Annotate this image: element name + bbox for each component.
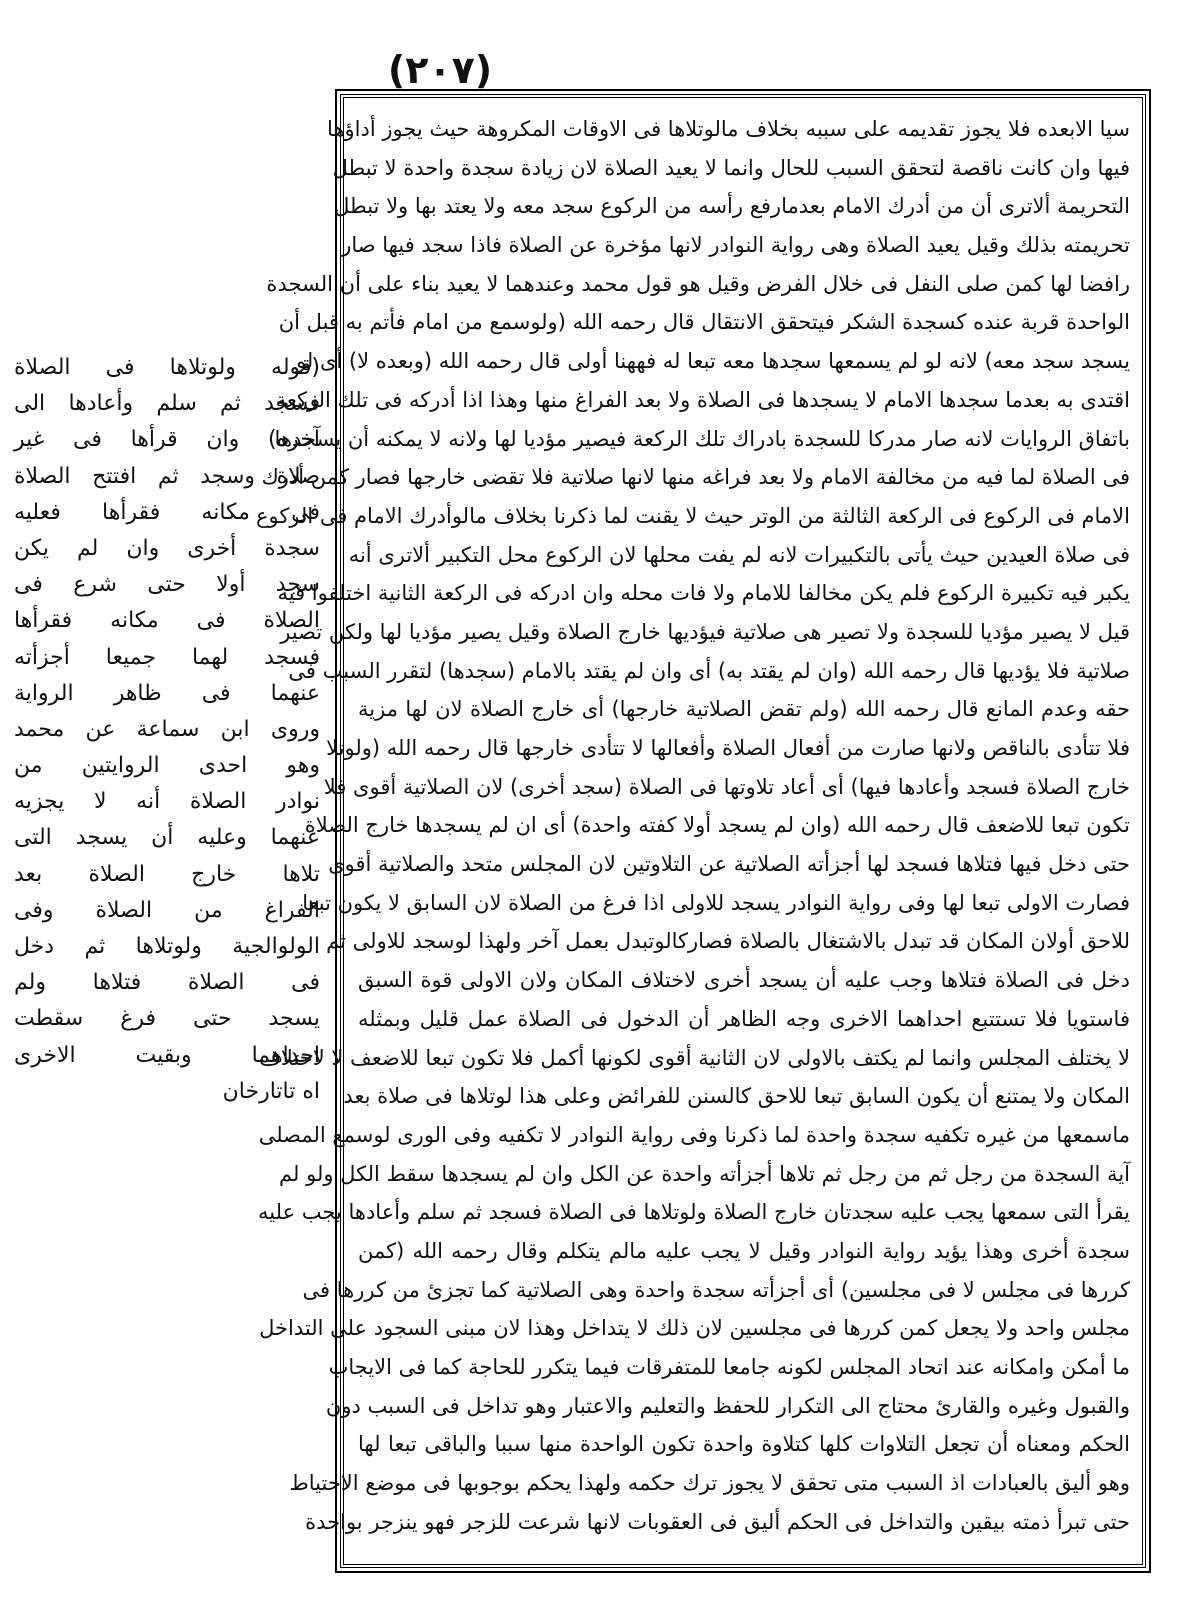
- main-text-line: فيها وان كانت ناقصة لتحقق السبب للحال وانما لا يعيد الصلاة لان زيادة سجدة واحدة لا تبطل: [332, 155, 1130, 180]
- main-text-line: قيل لا يصير مؤديا للسجدة ولا تصير هى صلاتية فيؤديها خارج الصلاة وقيل يصير مؤديا لها ولكن تصير: [280, 619, 1130, 644]
- main-text-line: صلاتية فلا يؤديها قال رحمه الله (وان لم يقتد به) أى وان لم يقتد بالامام (سجدها) لتقرر السبب فى: [288, 658, 1130, 683]
- main-text-line: يسجد سجد معه) لانه لو لم يسمعها سجدها معه تبعا له فههنا أولى قال رحمه الله (وبعده لا) أى لو: [296, 349, 1130, 374]
- main-text-line: اقتدى به بعدما سجدها الامام لا يسجدها فى الصلاة ولا بعد الفراغ منها وهذا اذا أدركه فى تلك الركعة: [275, 387, 1130, 412]
- margin-note-line: نوادر الصلاة أنه لا يجزيه: [14, 789, 320, 815]
- main-text-line: وهو أليق بالعبادات اذ السبب متى تحقق لا يجوز ترك حكمه ولهذا يحكم بوجوبها فى موضع الاحتياط: [289, 1471, 1130, 1496]
- margin-note-line: فسجد لهما جميعا أجزأته: [14, 644, 320, 670]
- main-text-line: للاحق أولان المكان قد تبدل بالاشتغال بالصلاة فصاركالوتبدل بعمل آخر ولهذا لوسجد للاولى ثم: [326, 929, 1130, 954]
- main-text-line: فى الصلاة لما فيه من مخالفة الامام ولا بعد فراغه منها لانها صلاتية فلا تقضى خارجها فصار كمن أدرك: [261, 465, 1130, 490]
- main-text-line: تحريمته بذلك وقيل يعيد الصلاة وهى رواية النوادر لانها مؤخرة عن الصلاة فاذا سجد فيها صار: [341, 233, 1130, 258]
- margin-note-line: صلاة وسجد ثم افتتح الصلاة: [14, 463, 320, 489]
- margin-note-line: عنهما فى ظاهر الرواية: [14, 680, 320, 706]
- main-text-line: خارج الصلاة فسجد وأعادها فيها) أى أعاد تلاوتها فى الصلاة (سجد أخرى) لان الصلاتية أقوى فلا: [323, 774, 1130, 799]
- margin-note-line: سجد أولا حتى شرع فى: [14, 572, 320, 598]
- main-text-line: فاستويا فلا تستتبع احداهما الاخرى وجه الظاهر أن الدخول فى الصلاة عمل قليل وبمثله: [358, 1006, 1130, 1031]
- margin-note-line: تلاها خارج الصلاة بعد: [14, 861, 320, 887]
- margin-note-line: احداهما وبقيت الاخرى: [14, 1042, 320, 1068]
- main-text-line: مجلس واحد ولا يجعل كمن كررها فى مجلسين لان ذلك لا يتداخل وهذا لان مبنى السجود على التداخل: [259, 1316, 1130, 1341]
- main-text-line: تكون تبعا للاضعف قال رحمه الله (وان لم يسجد أولا كفته واحدة) أى ان لم يسجدها خارج الصلاة: [304, 813, 1130, 838]
- main-text-line: التحريمة ألاترى أن من أدرك الامام بعدمارفع رأسه من الركوع سجد معه ولا يعتد بها ولا تبطل: [334, 194, 1130, 219]
- main-text-line: دخل فى الصلاة فتلاها وجب عليه أن يسجد أخرى لاختلاف المكان ولان الاولى قوة السبق: [358, 968, 1130, 993]
- main-text-line: لا يختلف المجلس وانما لم يكتف بالاولى لان الثانية أقوى لكونها أكمل فلا تكون تبعا للاضعف لا لاختلاف: [259, 1045, 1130, 1070]
- margin-note-line: وروى ابن سماعة عن محمد: [14, 716, 320, 742]
- margin-note-line: الصلاة فى مكانه فقرأها: [14, 608, 320, 634]
- margin-note-line: آخره) وان قرأها فى غير: [14, 427, 320, 453]
- main-text-line: حتى دخل فيها فتلاها فسجد لها أجزأته الصلاتية عن التلاوتين لان المجلس متحد والصلاتية أقوى: [328, 852, 1130, 877]
- main-text-line: سيا الابعده فلا يجوز تقديمه على سببه بخلاف مالوتلاها فى الاوقات المكروهة حيث يجوز أداؤها: [327, 117, 1130, 141]
- main-text-line: الواحدة قربة عنده كسجدة الشكر فيتحقق الانتقال قال رحمه الله (ولوسمع من امام فأتم به قبل أن: [278, 310, 1130, 335]
- margin-note-line: عنهما وعليه أن يسجد التى: [14, 825, 320, 851]
- main-text-line: الامام فى الركوع فى الركعة الثالثة من الوتر حيث لا يقنت لما ذكرنا بخلاف مالوأدرك الامام فى الركوع: [255, 503, 1130, 528]
- main-text-line: فى صلاة العيدين حيث يأتى بالتكبيرات لانه لم يفت محلها لان الركوع محل التكبير ألاترى أنه: [348, 542, 1130, 567]
- margin-note-line: فى الصلاة فتلاها ولم: [14, 970, 320, 996]
- main-text-line: سجدة أخرى وهذا يؤيد رواية النوادر وقيل لا يجب عليه مالم يتكلم وقال رحمه الله (كمن: [358, 1238, 1130, 1263]
- margin-note-line: الولوالجية ولوتلاها ثم دخل: [14, 934, 320, 959]
- main-text-line: المكان ولا يمتنع أن يكون السابق تبعا للاحق كالسنن للفرائض وعلى هذا لوتلاها فى صلاة بعد: [343, 1084, 1130, 1109]
- margin-note: [14, 350, 320, 1110]
- main-text-line: الحكم ومعناه أن تجعل التلاوات كلها كتلاوة واحدة تكون الواحدة منها سببا والباقى تبعا لها: [358, 1432, 1130, 1457]
- margin-note-line: اه تاتارخان: [222, 1078, 320, 1104]
- margin-note-line: وهو احدى الروايتين من: [14, 753, 320, 779]
- main-text-line: والقبول وغيره والقارئ محتاج الى التكرار للحفظ والتعليم والاعتبار وهو تداخل فى السبب دون: [325, 1393, 1130, 1418]
- page-number: (٢٠٧): [387, 48, 493, 92]
- main-text-line: كررها فى مجلس لا فى مجلسين) أى أجزأته سجدة واحدة وهى الصلاتية كما تجزئ من كررها فى: [302, 1277, 1130, 1302]
- margin-note-line: يسجد حتى فرغ سقطت: [14, 1006, 320, 1032]
- main-text-line: فصارت الاولى تبعا لها وفى رواية النوادر يسجد للاولى اذا فرغ من الصلاة لان السابق لا يكون تبعا: [302, 890, 1130, 915]
- main-text-line: يقرأ التى سمعها يجب عليه سجدتان خارج الصلاة ولوتلاها فى الصلاة فسجد ثم سلم وأعادها يجب عليه: [258, 1200, 1130, 1225]
- main-text-line: فلا تتأدى بالناقص ولانها صارت من أفعال الصلاة وأفعالها لا تتأدى خارجها قال رحمه الله (ولوتلا: [326, 736, 1130, 760]
- main-text-line: آية السجدة من رجل ثم من رجل ثم تلاها أجزأته واحدة عن الكل وان لم يسجدها سقط الكل ولو لم: [279, 1161, 1130, 1186]
- main-text-line: ما أمكن وامكانه عند اتحاد المجلس لكونه جامعا للمتفرقات فيما يتكرر للحاجة كما فى الايجاب: [328, 1355, 1130, 1379]
- margin-note-line: (قوله ولوتلاها فى الصلاة: [14, 355, 320, 380]
- margin-note-line: فسجد ثم سلم وأعادها الى: [14, 391, 320, 417]
- main-text-line: حتى تبرأ ذمته بيقين والتداخل فى الحكم أليق فى العقوبات لانها شرعت للزجر فهو ينزجر بواحدة: [305, 1509, 1130, 1534]
- main-text-line: حقه وعدم المانع قال رحمه الله (ولم تقض الصلاتية خارجها) أى خارج الصلاة لان لها مزية: [358, 697, 1130, 722]
- margin-note-line: الفراغ من الصلاة وفى: [14, 897, 320, 923]
- main-text-line: رافضا لها كمن صلى النفل فى خلال الفرض وقيل هو قول محمد وعندهما لا يعيد بناء على أن السجدة: [266, 271, 1130, 296]
- main-text-line: ماسمعها من غيره تكفيه سجدة واحدة لما ذكرنا وفى رواية النوادر لا تكفيه وفى الورى لوسمع المصلى: [258, 1122, 1130, 1147]
- margin-note-line: سجدة أخرى وان لم يكن: [14, 535, 320, 561]
- margin-note-line: فى مكانه فقرأها فعليه: [14, 499, 320, 525]
- main-text-line: باتفاق الروايات لانه صار مدركا للسجدة بادراك تلك الركعة فيصير مؤديا لها ولانه لا يمكنه أن يسجدها: [274, 426, 1130, 451]
- main-text-line: يكبر فيه تكبيرة الركوع فلم يكن مخالفا للامام ولا فات محله وان ادركه فى الركعة الثانية اختلفوا فيه: [277, 581, 1130, 606]
